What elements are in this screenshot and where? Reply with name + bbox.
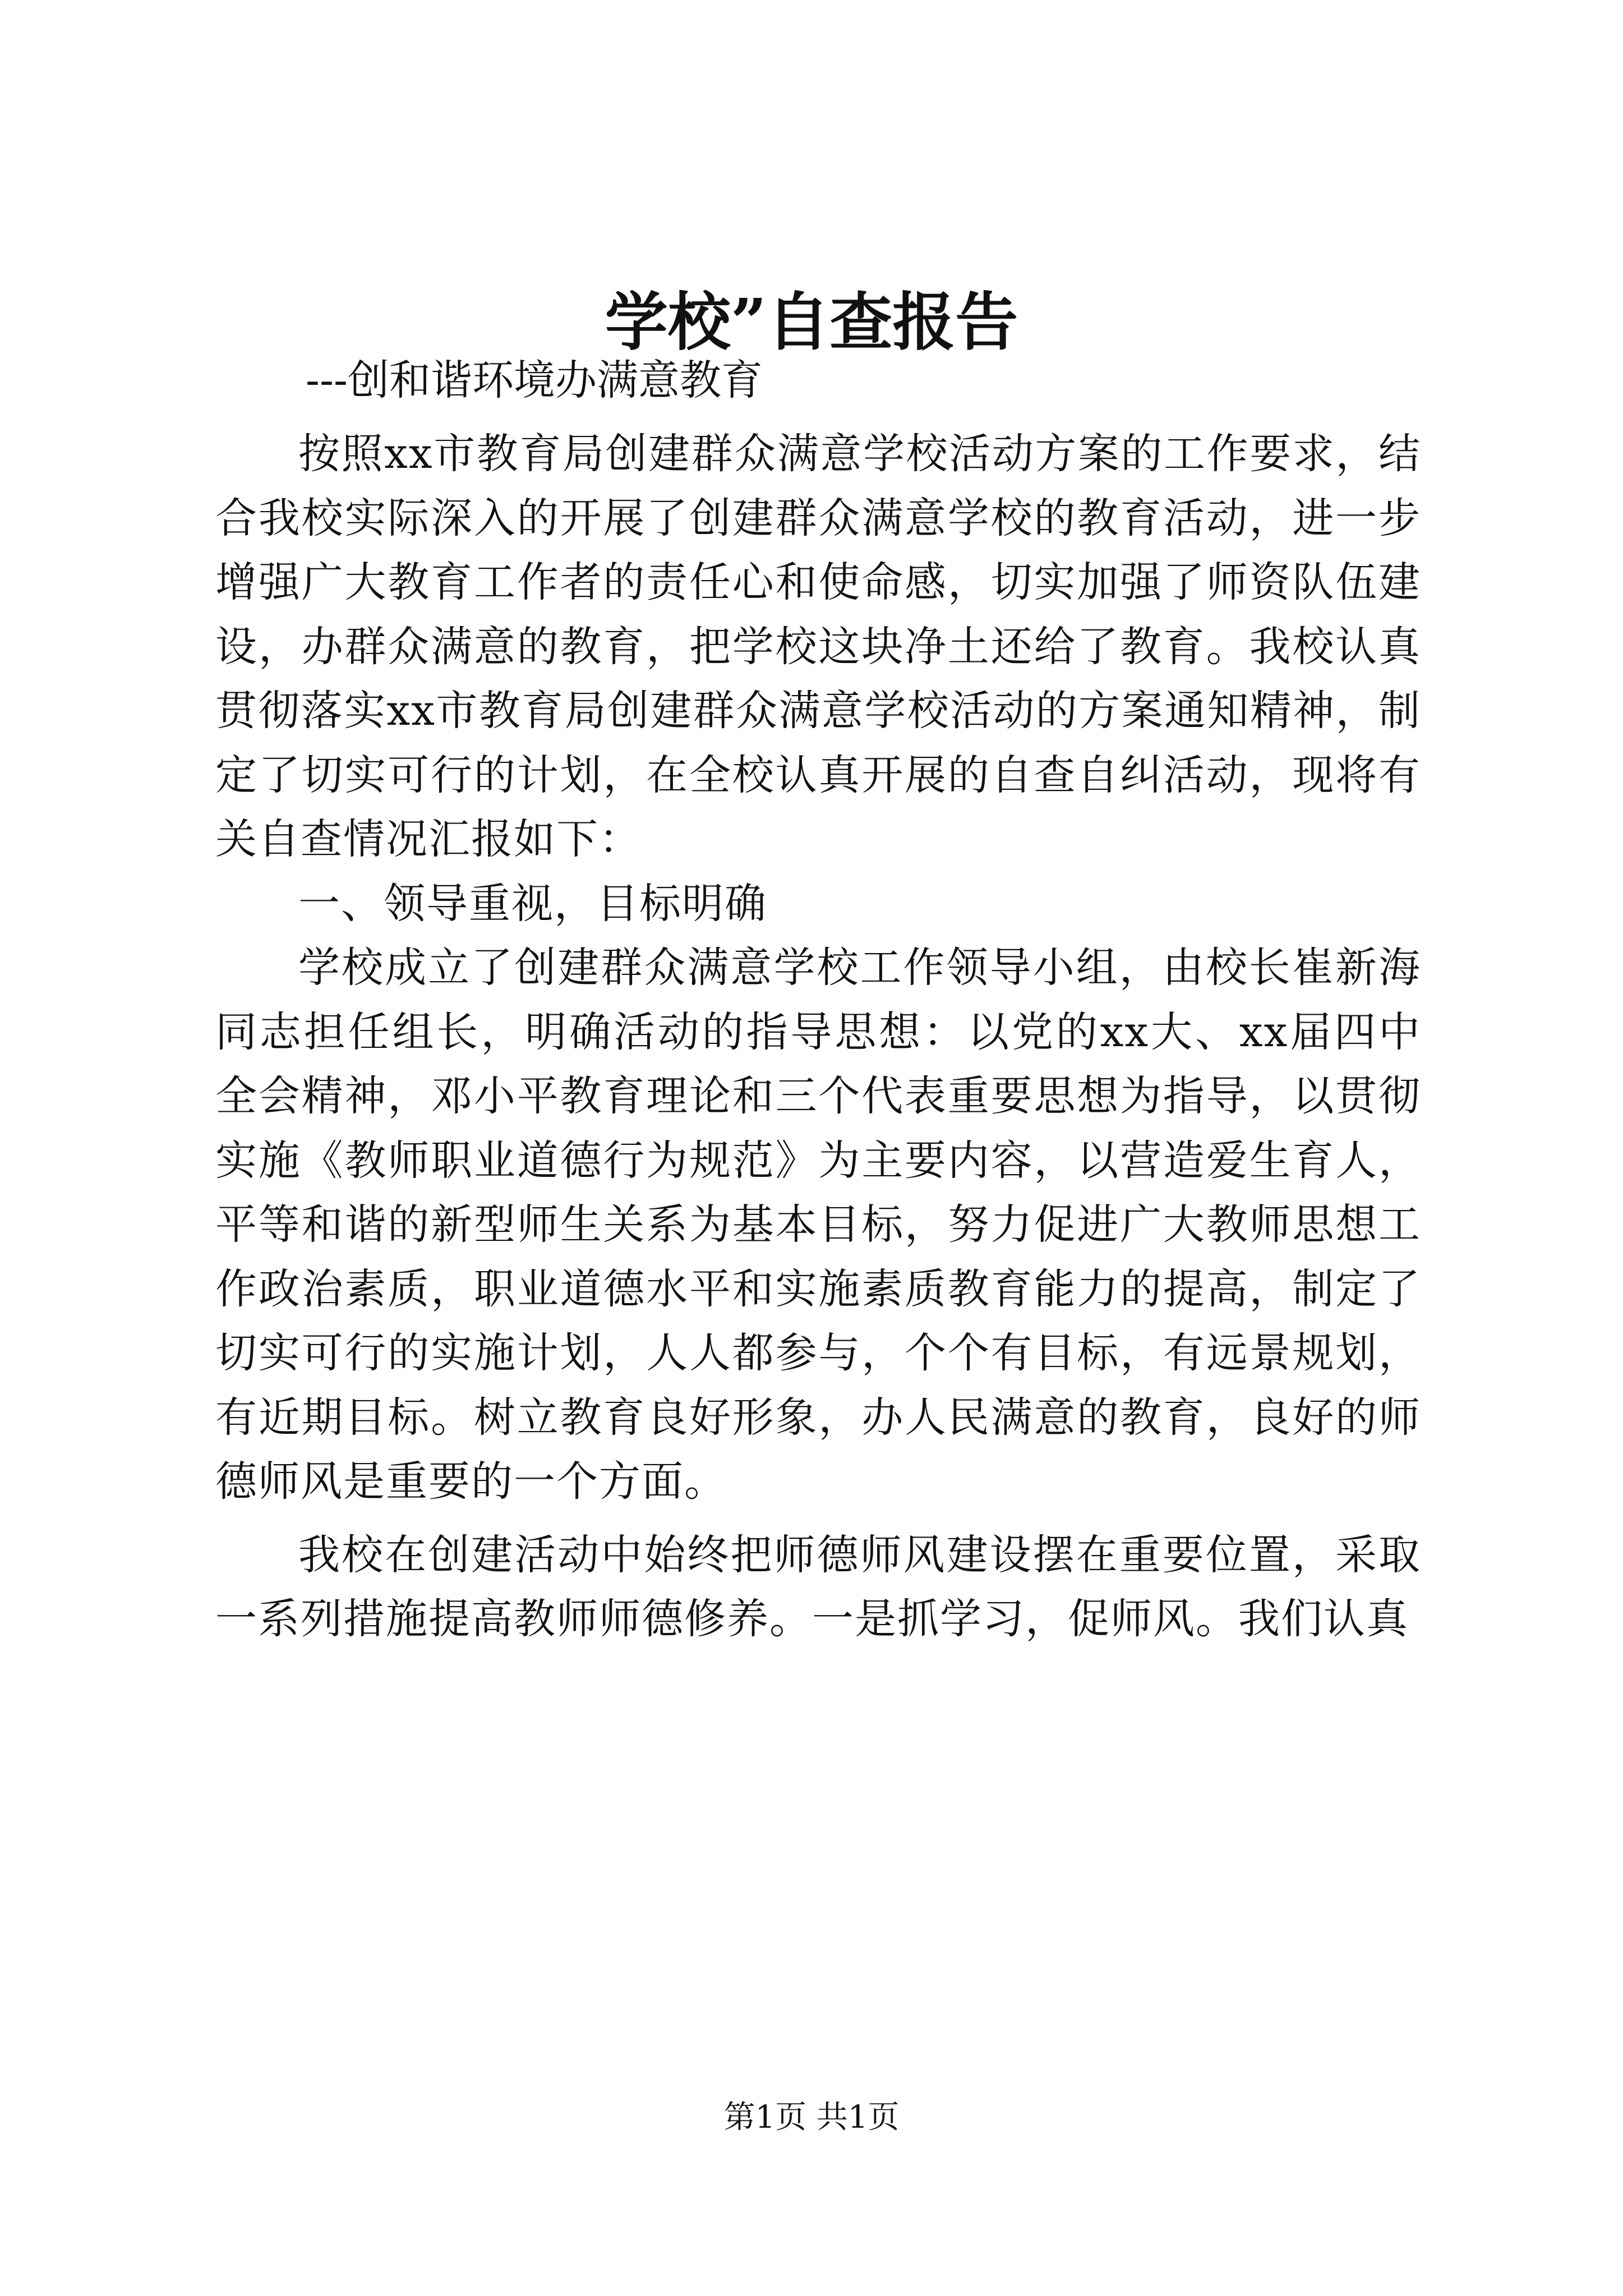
document-title: 学校”自查报告 — [605, 286, 1018, 359]
paragraph-leadership: 学校成立了创建群众满意学校工作领导小组，由校长崔新海同志担任组长，明确活动的指导思想：以党的xx大、xx届四中全会精神，邓小平教育理论和三个代表重要思想为指导，以贯彻实施《教师职业道德行为规范》为主要内容，以营造爱生育人，平等和谐的新型师生关系为基本目标，努力促进广大教师思想工作政治素质，职业道德水平和实施素质教育能力的提高，制定了切实可行的实施计划，人人都参与，个个有目标，有远景规划，有近期目标。树立教育良好形象，办人民满意的教育，良好的师德师风是重要的一个方面。 — [215, 944, 1421, 1506]
document-subtitle: ---创和谐环境办满意教育 — [306, 356, 763, 404]
page-number-footer: 第1页 共1页 — [723, 2099, 900, 2136]
paragraph-ethics: 我校在创建活动中始终把师德师风建设摆在重要位置，采取一系列措施提高教师师德修养。一是抓学习，促师风。我们认真 — [215, 1530, 1421, 1643]
section-heading-1: 一、领导重视，目标明确 — [298, 879, 767, 928]
paragraph-intro: 按照xx市教育局创建群众满意学校活动方案的工作要求，结合我校实际深入的开展了创建群众满意学校的教育活动，进一步增强广大教育工作者的责任心和使命感，切实加强了师资队伍建设，办群众满意的教育，把学校这块净土还给了教育。我校认真贯彻落实xx市教育局创建群众满意学校活动的方案通知精神，制定了切实可行的计划，在全校认真开展的自查自纠活动，现将有关自查情况汇报如下： — [215, 430, 1421, 863]
document-body — [215, 422, 1421, 1651]
